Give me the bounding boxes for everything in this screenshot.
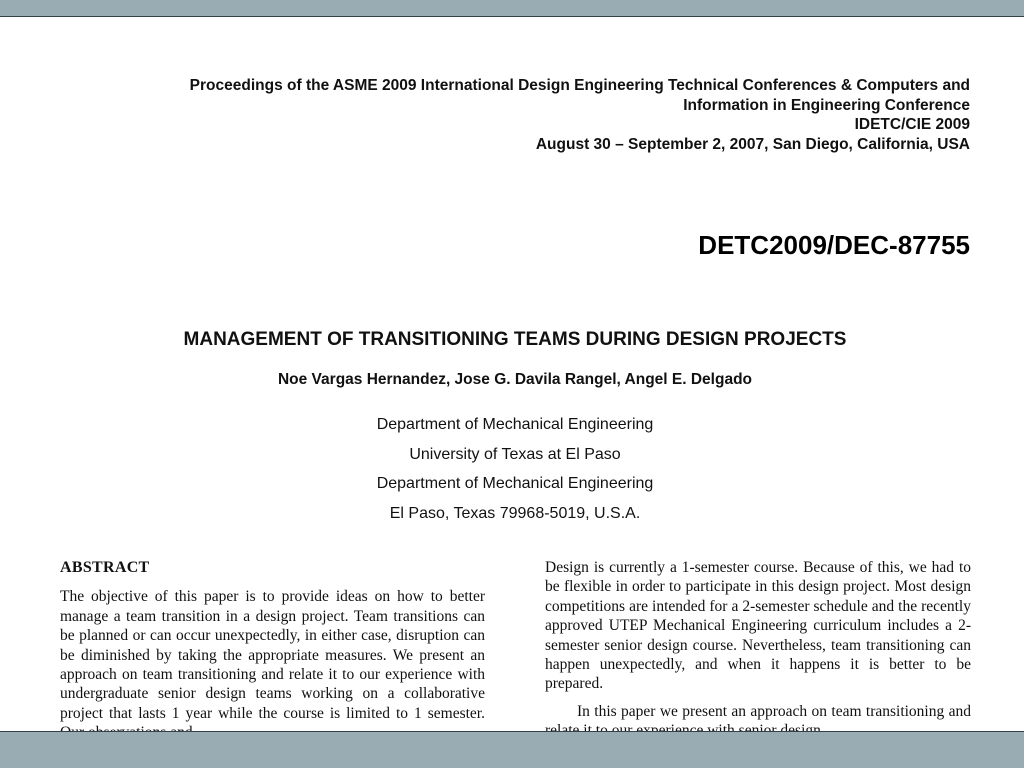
conference-line-1: Proceedings of the ASME 2009 International Design Engineering Technical Conferences & Computers and	[189, 77, 970, 94]
bottom-frame-bar	[0, 731, 1024, 768]
conference-header	[70, 76, 970, 154]
affiliation	[0, 410, 1024, 528]
right-column-paragraph-2: In this paper we present an approach on team transitioning and	[577, 702, 971, 720]
paper-id: DETC2009/DEC-87755	[698, 230, 970, 260]
top-frame-bar	[0, 0, 1024, 17]
affiliation-line-3: Department of Mechanical Engineering	[376, 475, 654, 492]
conference-line-3: IDETC/CIE 2009	[854, 116, 970, 133]
conference-line-2: Information in Engineering Conference	[683, 96, 970, 114]
authors: Noe Vargas Hernandez, Jose G. Davila Rangel, Angel E. Delgado	[277, 371, 753, 388]
abstract-text: The objective of this paper is to provide ideas on how to better manage a team transition in a design project. Team transitions can be planned or can occur unexpectedly, in either case, disruption can be diminished by taking the appropriate measures. We present an approach on team transitioning and relate it to our experience with undergraduate senior design teams working on a collaborative project that lasts 1 year while the course is limited to 1 semester.	[60, 588, 485, 722]
affiliation-line-1: Department of Mechanical Engineering	[376, 416, 654, 433]
right-column-paragraph-1: Design is currently a 1-semester course. Because of this, we had to be flexible in order to participate in this design project. Most design competitions are intended for a 2-semester schedule and the recently approved UTEP Mechanical Engineering curriculum includes a 2-semester senior design course. Nevertheless, team transitioning can happen unexpectedly, and when it happens it is better to be prepared.	[545, 559, 971, 693]
affiliation-line-4: El Paso, Texas 79968-5019, U.S.A.	[389, 504, 641, 522]
abstract-heading: ABSTRACT	[60, 559, 150, 576]
paper-title: MANAGEMENT OF TRANSITIONING TEAMS DURING DESIGN PROJECTS	[183, 329, 847, 350]
affiliation-line-2: University of Texas at El Paso	[409, 445, 621, 463]
right-column	[545, 558, 971, 741]
conference-line-4: August 30 – September 2, 2007, San Diego, California, USA	[535, 135, 970, 153]
left-column	[60, 558, 485, 743]
